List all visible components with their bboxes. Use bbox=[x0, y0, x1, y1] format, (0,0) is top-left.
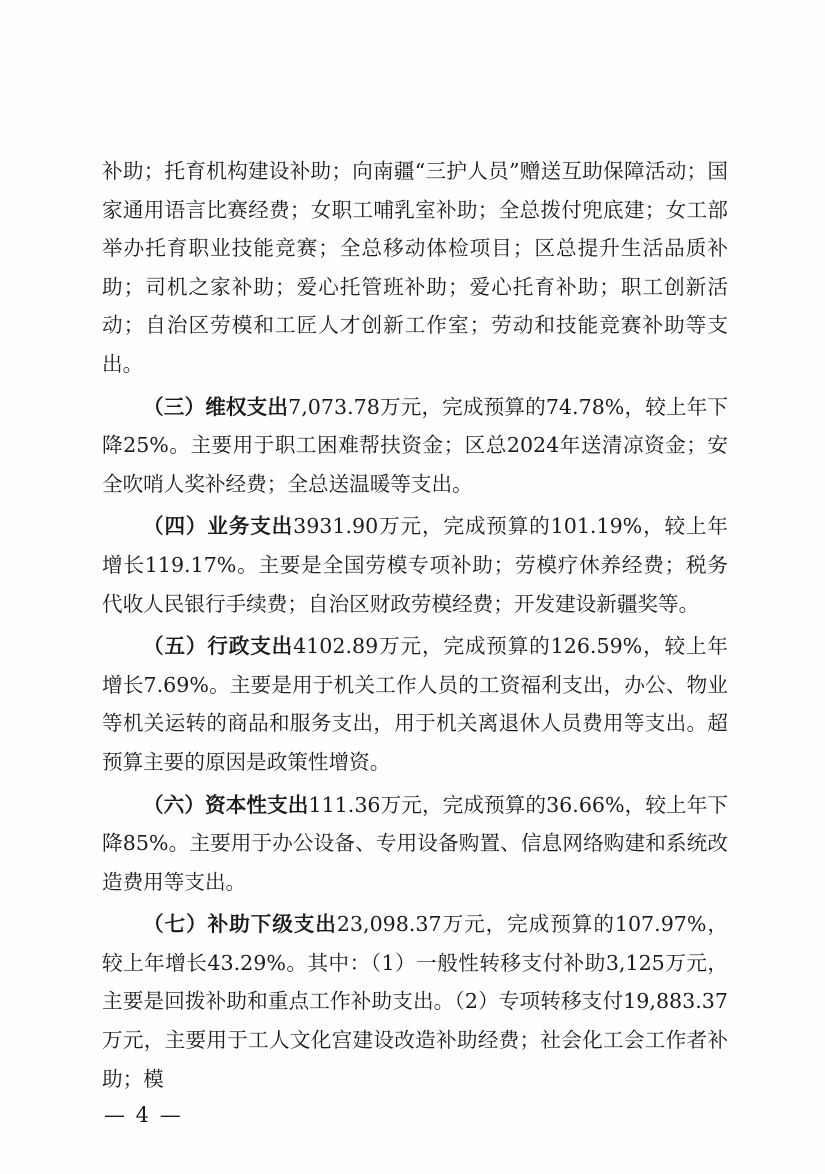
page-number: — 4 — bbox=[104, 1103, 183, 1127]
section-number: （六） bbox=[143, 792, 206, 817]
paragraph-section-3 bbox=[102, 388, 728, 504]
paragraph-section-7 bbox=[102, 905, 728, 1098]
section-heading bbox=[143, 395, 288, 419]
section-heading bbox=[143, 634, 293, 658]
paragraph-section-5 bbox=[102, 627, 728, 781]
section-number: （四） bbox=[143, 514, 208, 539]
paragraph-text: 补助；托育机构建设补助；向南疆“三护人员”赠送互助保障活动；国家通用语言比赛经费；女职工哺乳室补助；全总拨付兜底建；女工部举办托育职业技能竞赛；全总移动体检项目；区总提升生活品质补助；司机之家补助；爱心托管班补助；爱心托育补助；职工创新活动；自治区劳模和工匠人才创新工作室；劳动和技能竞赛补助等支出。 bbox=[102, 159, 728, 376]
paragraph-text: 7,073.78万元，完成预算的74.78%，较上年下降25%。主要用于职工困难帮扶资金；区总2024年送清凉资金；安全吹哨人奖补经费；全总送温暖等支出。 bbox=[102, 394, 729, 496]
paragraph-continuation bbox=[102, 152, 728, 384]
section-heading bbox=[143, 912, 337, 936]
section-title: 业务支出 bbox=[207, 514, 294, 539]
section-number: （三） bbox=[143, 394, 206, 419]
section-number: （七） bbox=[143, 912, 208, 937]
paragraph-section-6 bbox=[102, 786, 728, 902]
paragraph-text: 4102.89万元，完成预算的126.59%，较上年增长7.69%。主要是用于机关工作人员的工资福利支出，办公、物业等机关运转的商品和服务支出，用于机关离退休人员费用等支出。超预算主要的原因是政策性增资。 bbox=[102, 634, 729, 774]
section-title: 资本性支出 bbox=[205, 792, 309, 817]
section-title: 行政支出 bbox=[207, 634, 294, 659]
document-body bbox=[102, 152, 728, 1098]
section-title: 维权支出 bbox=[205, 394, 289, 419]
section-title: 补助下级支出 bbox=[207, 912, 337, 937]
paragraph-text: 3931.90万元，完成预算的101.19%，较上年增长119.17%。主要是全国劳模专项补助；劳模疗休养经费；税务代收人民银行手续费；自治区财政劳模经费；开发建设新疆奖等。 bbox=[102, 514, 729, 616]
paragraph-text: 23,098.37万元，完成预算的107.97%，较上年增长43.29%。其中：（1）一般性转移支付补助3,125万元，主要是回拨补助和重点工作补助支出。（2）专项转移支付19,883.37万元，主要用于工人文化宫建设改造补助经费；社会化工会工作者补助；模 bbox=[102, 912, 729, 1091]
section-number: （五） bbox=[143, 634, 208, 659]
paragraph-section-4 bbox=[102, 507, 728, 623]
section-heading bbox=[143, 514, 293, 538]
paragraph-text: 111.36万元，完成预算的36.66%，较上年下降85%。主要用于办公设备、专用设备购置、信息网络购建和系统改造费用等支出。 bbox=[102, 792, 729, 894]
section-heading bbox=[143, 793, 308, 817]
